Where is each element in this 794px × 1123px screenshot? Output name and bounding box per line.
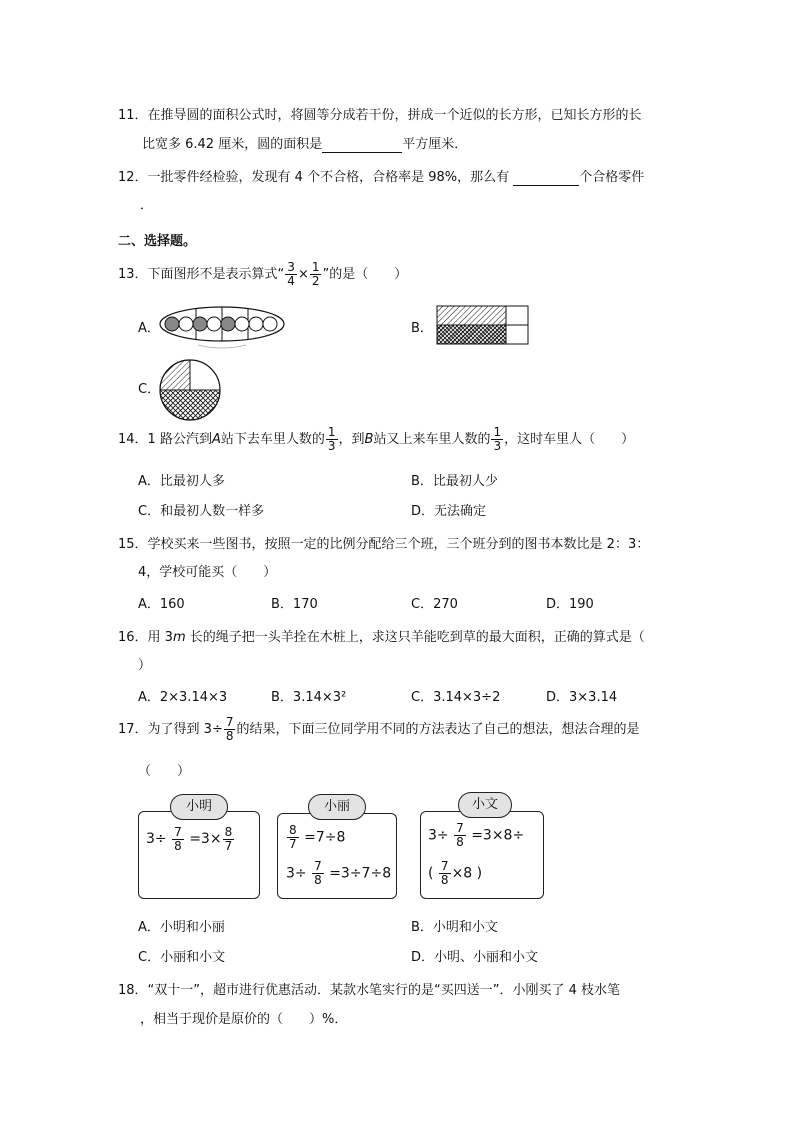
- xiaowen-expression-2: [428, 860, 482, 887]
- xiaoming-d2: 7: [224, 839, 233, 853]
- q13-option-c-label[interactable]: C．: [138, 382, 161, 397]
- q18-text-1: “双十一”，超市进行优惠活动．某款水笔实行的是“买四送一”．小刚买了 4 枝水笔: [147, 983, 621, 998]
- q13-times: ×: [297, 267, 309, 282]
- q14-stop-b: B: [364, 432, 374, 447]
- q12-answer-blank[interactable]: [513, 170, 579, 186]
- q17-option-b[interactable]: B．小明和小文: [411, 920, 498, 935]
- q14-fraction-2: [491, 426, 503, 453]
- q13-option-a-label[interactable]: A．: [138, 321, 160, 336]
- q17-f-num: 7: [225, 715, 234, 729]
- xiaoli-c: =3÷7÷8: [329, 865, 392, 882]
- q16-unit: m: [172, 630, 186, 645]
- xiaowen-a: 3÷: [428, 827, 449, 844]
- q12-text-a: 一批零件经检验，发现有 4 个不合格，合格率是 98%，那么有: [147, 170, 510, 185]
- q16-option-b[interactable]: B．3.14×3²: [271, 690, 347, 705]
- q13-fraction-1: [285, 261, 297, 288]
- q12-line2: ．: [140, 198, 154, 213]
- xiaowen-d: ×8 ): [451, 865, 483, 882]
- q14-f1-den: 3: [327, 439, 336, 453]
- q11-text-b: 平方厘米．: [402, 137, 468, 152]
- q11-answer-blank[interactable]: [322, 137, 402, 153]
- q14-option-c[interactable]: C．和最初人数一样多: [138, 504, 265, 519]
- xiaowen-d1: 8: [456, 835, 464, 849]
- xiaoming-n1: 7: [174, 825, 182, 839]
- q11-line2: [142, 133, 467, 153]
- xiaoming-n2: 8: [224, 825, 233, 839]
- xiaoli-expression-1: [286, 824, 345, 851]
- q15-line1: [118, 533, 649, 552]
- q13-number: 13．: [118, 267, 148, 282]
- q18-line2: ，相当于现价是原价的（ ）%．: [140, 1012, 348, 1027]
- q14-option-a[interactable]: A．比最初人多: [138, 474, 225, 489]
- q15-number: 15．: [118, 537, 148, 552]
- q13-figure-c[interactable]: [158, 358, 222, 422]
- xiaowen-c: (: [428, 865, 434, 882]
- xiaoli-expression-2: [286, 860, 391, 887]
- q16-text-2: 长的绳子把一头羊拴在木桩上，求这只羊能吃到草的最大面积，正确的算式是（: [185, 630, 645, 645]
- q16-option-d[interactable]: D．3×3.14: [546, 690, 618, 705]
- q13-f2-num: 1: [311, 260, 320, 274]
- xiaoming-box: [138, 811, 260, 899]
- xiaowen-n2: 7: [440, 859, 449, 873]
- q13-f2-den: 2: [311, 274, 320, 288]
- q14-text-5: ，这时车里人（ ）: [504, 432, 635, 447]
- q15-option-b[interactable]: B．170: [271, 597, 318, 612]
- q17-option-c[interactable]: C．小丽和小文: [138, 950, 226, 965]
- q13-f1-den: 4: [287, 274, 295, 288]
- q14-text-2: 站下去车里人数的: [220, 432, 325, 447]
- q16-text-1: 用 3: [147, 630, 173, 645]
- xiaoli-frac-1: [287, 824, 299, 851]
- q11-text-a: 比宽多 6.42 厘米，圆的面积是: [142, 137, 323, 152]
- q14-text-3: ，到: [338, 432, 365, 447]
- q14-text-1: 1 路公汽到: [147, 432, 212, 447]
- q17-line2: （ ）: [138, 764, 191, 779]
- q15-option-a[interactable]: A．160: [138, 597, 185, 612]
- q13-stem: [118, 258, 407, 292]
- q13-figure-b[interactable]: [437, 306, 529, 346]
- xiaowen-n1: 7: [456, 821, 464, 835]
- q16-line2: ）: [138, 658, 152, 673]
- xiaoli-d2: 8: [314, 873, 322, 887]
- q14-option-b[interactable]: B．比最初人少: [411, 474, 498, 489]
- xiaowen-d2: 8: [440, 873, 449, 887]
- q16-line1: [118, 626, 645, 645]
- q18-line1: [118, 979, 620, 998]
- q17-number: 17．: [118, 722, 148, 737]
- q14-fraction-1: [326, 426, 338, 453]
- xiaoli-name-tag: 小丽: [308, 794, 366, 820]
- q17-f-den: 8: [225, 729, 234, 743]
- q13-option-b-label[interactable]: B．: [411, 321, 433, 336]
- q13-fraction-2: [310, 261, 322, 288]
- q11-number: 11．: [118, 108, 148, 123]
- xiaoming-frac-1: [172, 826, 184, 853]
- q17-text-1: 为了得到 3÷: [147, 722, 223, 737]
- q14-stem: [118, 423, 634, 457]
- q11-line1: [118, 104, 642, 123]
- xiaowen-name-tag: 小文: [458, 792, 512, 818]
- q14-f2-den: 3: [493, 439, 502, 453]
- q17-stem: [118, 712, 640, 748]
- q15-text-1: 学校买来一些图书，按照一定的比例分配给三个班，三个班分到的图书本数比是 2：3：: [147, 537, 650, 552]
- q15-option-c[interactable]: C．270: [411, 597, 458, 612]
- xiaoli-a: =7÷8: [304, 829, 346, 846]
- q15-line2: 4，学校可能买（ ）: [138, 565, 277, 580]
- xiaoming-frac-2: [223, 826, 235, 853]
- q14-text-4: 站又上来车里人数的: [373, 432, 491, 447]
- q13-figure-a[interactable]: [158, 305, 290, 351]
- xiaoli-n1: 8: [289, 823, 297, 837]
- q12-line1: [118, 166, 644, 186]
- xiaoming-a: 3÷: [146, 831, 167, 847]
- q13-text-b: ”的是（ ）: [322, 267, 408, 282]
- q13-f1-num: 3: [287, 260, 295, 274]
- q17-fraction: [224, 716, 236, 743]
- xiaoli-frac-2: [312, 860, 324, 887]
- q16-option-a[interactable]: A．2×3.14×3: [138, 690, 228, 705]
- q13-text-a: 下面图形不是表示算式“: [147, 267, 285, 282]
- xiaowen-b: =3×8÷: [471, 827, 525, 844]
- q14-stop-a: A: [211, 432, 221, 447]
- q11-text: 在推导圆的面积公式时，将圆等分成若干份，拼成一个近似的长方形，已知长方形的长: [147, 108, 642, 123]
- xiaoli-d1: 7: [289, 837, 297, 851]
- q15-option-d[interactable]: D．190: [546, 597, 594, 612]
- q18-number: 18．: [118, 983, 148, 998]
- q17-option-a[interactable]: A．小明和小丽: [138, 920, 225, 935]
- q14-f1-num: 1: [327, 425, 336, 439]
- q17-text-2: 的结果，下面三位同学用不同的方法表达了自己的想法，想法合理的是: [236, 722, 640, 737]
- q12-text-b: 个合格零件: [579, 170, 645, 185]
- q16-number: 16．: [118, 630, 148, 645]
- q14-number: 14．: [118, 432, 148, 447]
- xiaoming-name-tag: 小明: [170, 794, 228, 820]
- section-title-choice: 二、选择题。: [118, 234, 197, 249]
- xiaowen-frac-2: [439, 860, 451, 887]
- q14-f2-num: 1: [493, 425, 502, 439]
- xiaoming-b: =3×: [189, 831, 222, 847]
- q16-option-c[interactable]: C．3.14×3÷2: [411, 690, 501, 705]
- xiaowen-frac-1: [454, 822, 466, 849]
- xiaoli-b: 3÷: [286, 865, 307, 882]
- q12-number: 12．: [118, 170, 148, 185]
- xiaowen-expression-1: [428, 822, 524, 849]
- q17-option-d[interactable]: D．小明、小丽和小文: [411, 950, 539, 965]
- xiaoming-expression: [146, 826, 235, 853]
- xiaoli-n2: 7: [314, 859, 322, 873]
- xiaoming-d1: 8: [174, 839, 182, 853]
- q14-option-d[interactable]: D．无法确定: [411, 504, 487, 519]
